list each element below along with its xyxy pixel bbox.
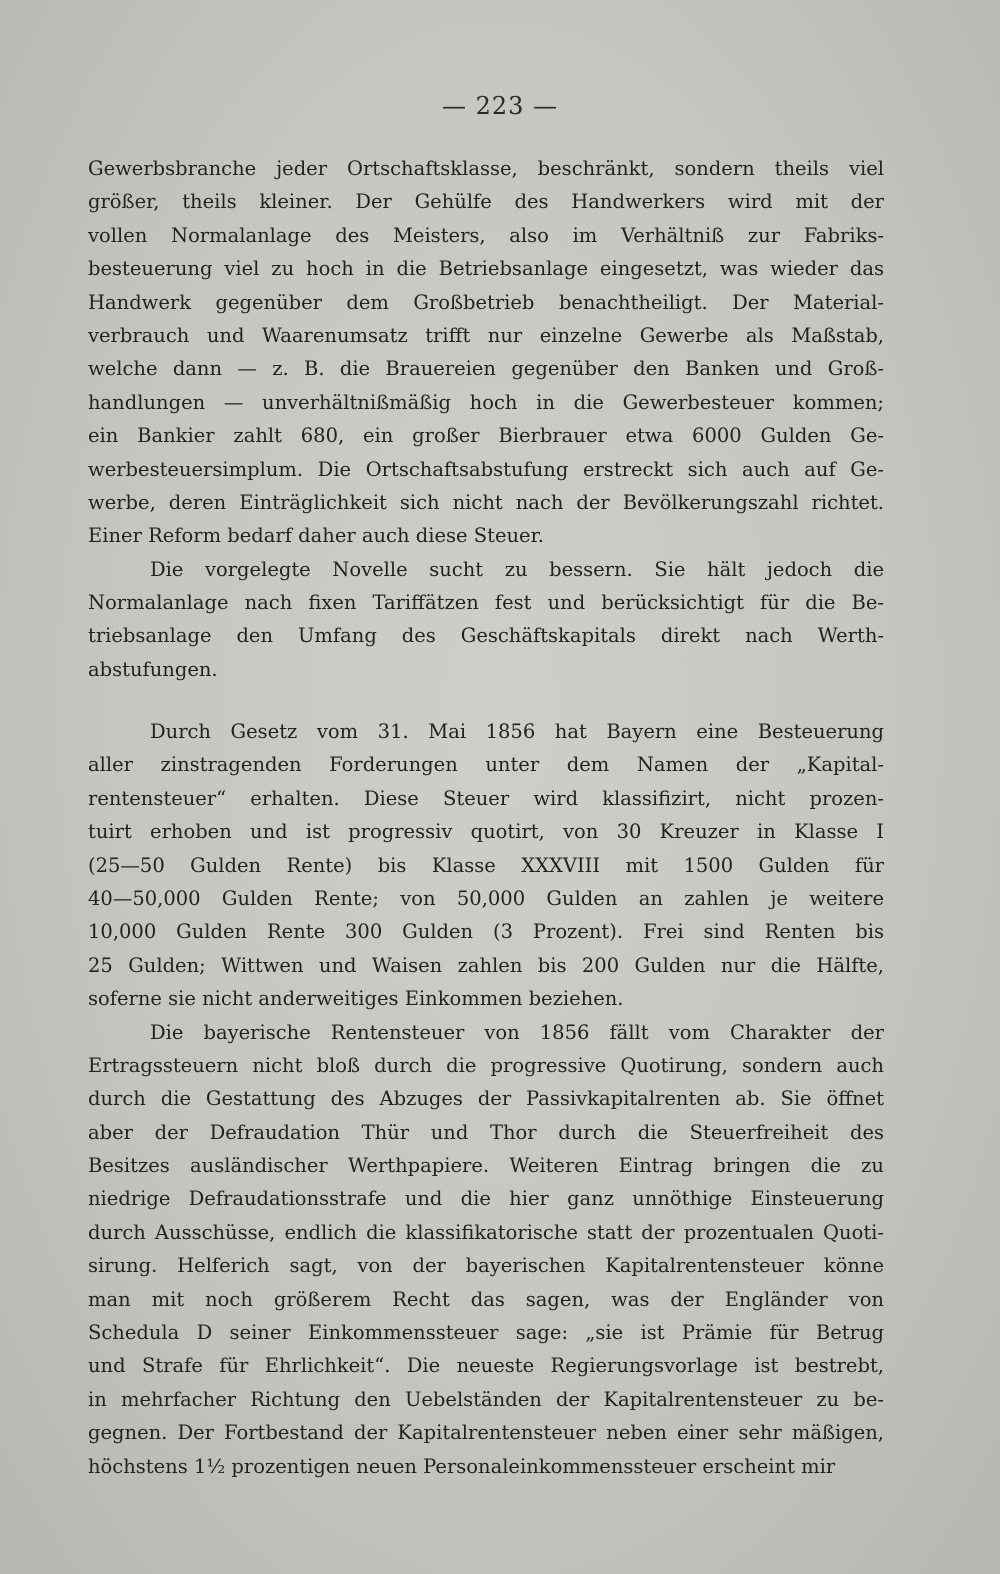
text-line: vollen Normalanlage des Meisters, also im Verhältniß zur Fabriks- — [88, 223, 884, 247]
text-line: sirung. Helferich sagt, von der bayerischen Kapitalrentensteuer könne — [88, 1254, 884, 1278]
text-line: und Strafe für Ehrlichkeit“. Die neueste Regierungsvorlage ist bestrebt, — [88, 1354, 884, 1378]
text-line: Gewerbsbranche jeder Ortschaftsklasse, beschränkt, sondern theils viel — [88, 157, 884, 180]
text-line: Durch Gesetz vom 31. Mai 1856 hat Bayern eine Besteuerung — [150, 720, 884, 743]
text-line: größer, theils kleiner. Der Gehülfe des Handwerkers wird mit der — [88, 190, 884, 214]
text-line: durch die Gestattung des Abzuges der Passivkapitalrenten ab. Sie öffnet — [88, 1087, 884, 1111]
text-line: (25—50 Gulden Rente) bis Klasse XXXVIII mit 1500 Gulden für — [88, 853, 884, 877]
text-line: aber der Defraudation Thür und Thor durch die Steuerfreiheit des — [88, 1120, 884, 1144]
text-line: niedrige Defraudationsstrafe und die hier ganz unnöthige Einsteuerung — [88, 1187, 884, 1211]
text-line: höchstens 1½ prozentigen neuen Personaleinkommenssteuer erscheint mir — [88, 1454, 836, 1478]
text-line: Normalanlage nach fixen Tariffätzen fest und berücksichtigt für die Be- — [88, 591, 884, 615]
text-line: in mehrfacher Richtung den Uebelständen der Kapitalrentensteuer zu be- — [88, 1387, 884, 1411]
text-line: Ertragssteuern nicht bloß durch die progressive Quotirung, sondern auch — [88, 1053, 884, 1077]
text-line: man mit noch größerem Recht das sagen, was der Engländer von — [88, 1287, 884, 1311]
text-line: abstufungen. — [88, 657, 218, 681]
text-line: 25 Gulden; Wittwen und Waisen zahlen bis 200 Gulden nur die Hälfte, — [88, 953, 884, 977]
text-line: Einer Reform bedarf daher auch diese Steuer. — [88, 524, 544, 548]
text-line: Besitzes ausländischer Werthpapiere. Weiteren Eintrag bringen die zu — [88, 1154, 884, 1178]
text-line: besteuerung viel zu hoch in die Betriebsanlage eingesetzt, was wieder das — [88, 257, 884, 281]
text-line: welche dann — z. B. die Brauereien gegenüber den Banken und Groß- — [88, 357, 884, 381]
text-line: ein Bankier zahlt 680, ein großer Bierbrauer etwa 6000 Gulden Ge- — [88, 424, 884, 448]
text-line: werbe, deren Einträglichkeit sich nicht nach der Bevölkerungszahl richtet. — [88, 490, 884, 514]
text-line: rentensteuer“ erhalten. Diese Steuer wird klassifizirt, nicht prozen- — [88, 786, 884, 810]
text-line: tuirt erhoben und ist progressiv quotirt, von 30 Kreuzer in Klasse I — [88, 820, 884, 844]
text-line: Schedula D seiner Einkommenssteuer sage: „sie ist Prämie für Betrug — [88, 1321, 884, 1345]
text-line: durch Ausschüsse, endlich die klassifikatorische statt der prozentualen Quoti- — [88, 1220, 884, 1244]
text-line: werbesteuersimplum. Die Ortschaftsabstufung erstreckt sich auch auf Ge- — [88, 457, 884, 481]
text-line: Die bayerische Rentensteuer von 1856 fällt vom Charakter der — [150, 1020, 884, 1044]
text-line: 10,000 Gulden Rente 300 Gulden (3 Prozent). Frei sind Renten bis — [88, 920, 884, 944]
text-line: triebsanlage den Umfang des Geschäftskapitals direkt nach Werth- — [88, 624, 884, 648]
page-number: — 223 — — [441, 92, 559, 120]
text-line: verbrauch und Waarenumsatz trifft nur einzelne Gewerbe als Maßstab, — [88, 323, 884, 347]
text-line: Handwerk gegenüber dem Großbetrieb benachtheiligt. Der Material- — [88, 290, 884, 314]
text-line: aller zinstragenden Forderungen unter dem Namen der „Kapital- — [88, 753, 884, 777]
text-line: Die vorgelegte Novelle sucht zu bessern. Sie hält jedoch die — [150, 557, 884, 581]
text-block-trade-tax — [88, 152, 884, 686]
text-line: handlungen — unverhältnißmäßig hoch in die Gewerbesteuer kommen; — [88, 390, 884, 414]
text-line: gegnen. Der Fortbestand der Kapitalrentensteuer neben einer sehr mäßigen, — [88, 1421, 884, 1445]
text-line: soferne sie nicht anderweitiges Einkommen beziehen. — [88, 987, 624, 1011]
text-block-capital-rent-tax — [88, 715, 884, 1483]
text-line: 40—50,000 Gulden Rente; von 50,000 Gulden an zahlen je weitere — [88, 886, 884, 910]
